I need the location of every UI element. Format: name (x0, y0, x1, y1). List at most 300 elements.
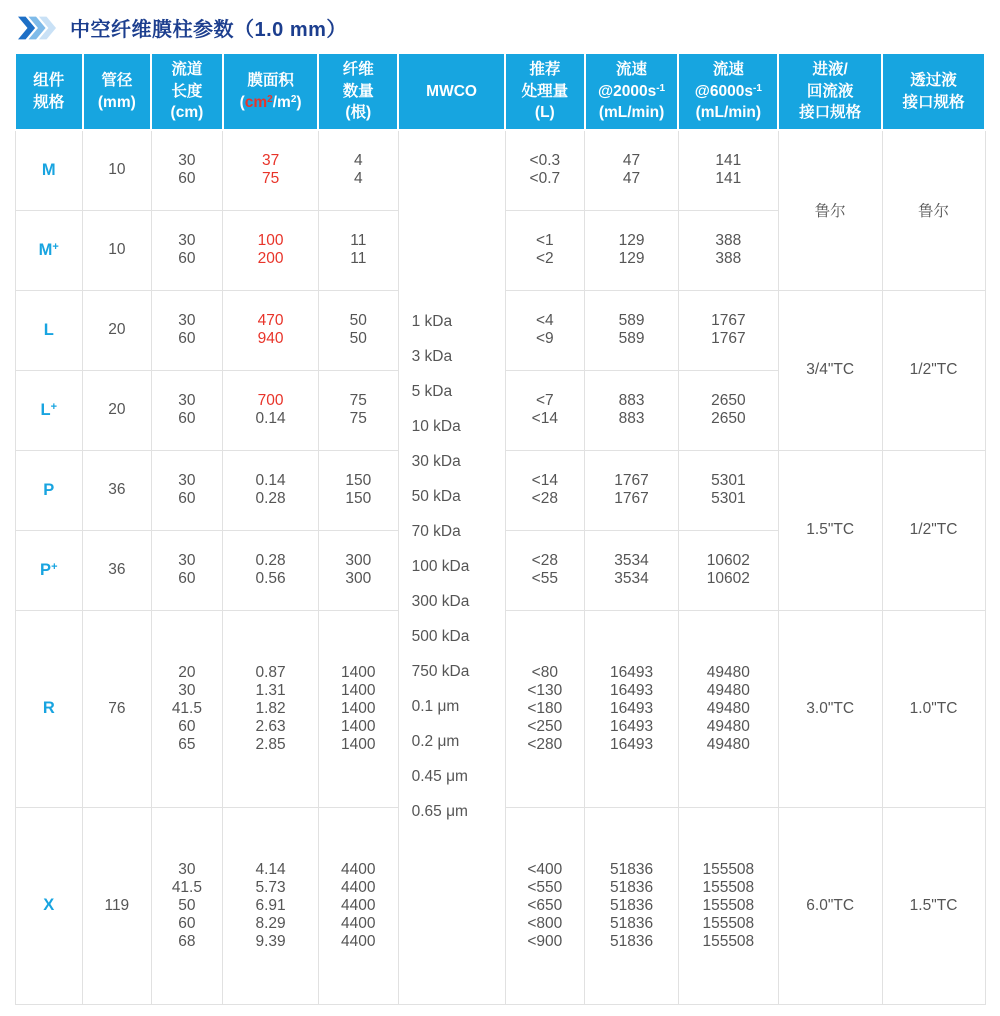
value-line: 589 (618, 312, 645, 329)
flow-2000-stack (585, 664, 678, 754)
membrane-area-stack (223, 861, 318, 951)
cell-membrane-area (223, 290, 319, 370)
value-line: 30 (178, 472, 196, 489)
value-line: <0.7 (529, 170, 561, 188)
cell-mwco (398, 130, 505, 1004)
value-line: 41.5 (171, 878, 202, 896)
value-line: 1.31 (255, 681, 286, 699)
value-line: 4400 (341, 896, 376, 914)
spec-table-header (15, 53, 985, 130)
cell-flow-6000 (678, 290, 778, 370)
cell-component-spec (15, 290, 83, 370)
value-line: 2.85 (255, 735, 286, 753)
value-line: <14 (531, 410, 558, 427)
fiber-count-stack (319, 312, 398, 348)
value-line: 37 (261, 152, 280, 170)
value-line: 30 (178, 552, 196, 569)
header-unit: $(cm^2/m^2)$ (239, 93, 302, 111)
recommended-volume-stack (506, 472, 585, 508)
value-line: 883 (618, 410, 645, 427)
mwco-item: 0.45 μm (411, 768, 468, 786)
value-line: 0.14 (255, 410, 286, 427)
value-line: 49480 (706, 699, 750, 717)
value-line: 51836 (609, 932, 654, 950)
cell-channel-length (151, 130, 223, 210)
cell-membrane-area (223, 370, 319, 450)
value-line: 4400 (341, 878, 376, 896)
cell-flow-2000 (585, 610, 679, 807)
value-line: 16493 (609, 663, 654, 681)
value-line: 1767 (614, 472, 649, 489)
col-header-recommended-volume (505, 53, 585, 130)
channel-length-stack (152, 664, 223, 754)
cell-flow-6000 (678, 370, 778, 450)
value-line: 129 (618, 250, 645, 267)
component-spec-sup: + (50, 400, 58, 413)
cell-permeate-interface: 鲁尔 (882, 130, 985, 290)
value-line: <28 (531, 490, 558, 507)
value-line: 0.14 (255, 472, 286, 489)
cell-membrane-area (223, 807, 319, 1004)
value-line: <800 (527, 914, 563, 932)
component-spec-sup: + (51, 560, 58, 573)
cell-flow-2000 (585, 210, 679, 290)
value-line: 100 (257, 232, 284, 249)
flow-6000-stack (679, 552, 778, 588)
cell-tube-diameter: 76 (83, 610, 152, 807)
value-line: 4 (353, 170, 363, 188)
value-line: 1.82 (255, 699, 286, 717)
component-spec-label: L (40, 400, 51, 419)
value-line: 0.28 (255, 552, 286, 569)
channel-length-stack (152, 552, 223, 588)
value-line: <550 (527, 878, 563, 896)
header-text: 规格 (33, 93, 65, 111)
cell-recommended-volume (505, 210, 585, 290)
cell-fiber-count (318, 290, 398, 370)
cell-channel-length (151, 370, 223, 450)
value-line: 30 (178, 681, 196, 699)
cell-membrane-area (223, 450, 319, 530)
col-header-flow-6000 (678, 53, 778, 130)
cell-flow-2000 (585, 370, 679, 450)
value-line: 5.73 (255, 878, 286, 896)
cell-tube-diameter: 20 (83, 290, 152, 370)
header-row (15, 53, 985, 130)
value-line: 940 (257, 330, 284, 347)
value-line: 129 (618, 232, 645, 249)
cell-inlet-interface: 6.0"TC (778, 807, 882, 1004)
value-line: 300 (345, 552, 372, 569)
value-line: 51836 (609, 860, 654, 878)
value-line: 2650 (711, 392, 746, 409)
value-line: 388 (715, 250, 742, 267)
component-spec-label: P (43, 480, 55, 499)
value-line: 155508 (702, 932, 755, 950)
flow-2000-stack (585, 312, 678, 348)
header-text: 处理量 (521, 82, 569, 100)
value-line: 883 (618, 392, 645, 409)
mwco-item: 30 kDa (411, 453, 461, 471)
cell-component-spec (15, 807, 83, 1004)
cell-permeate-interface: 1.0"TC (882, 610, 985, 807)
cell-flow-6000 (678, 450, 778, 530)
mwco-item: 750 kDa (411, 663, 470, 681)
fiber-count-stack (319, 664, 398, 754)
value-line: 141 (715, 152, 742, 170)
value-line: 60 (178, 170, 196, 188)
cell-membrane-area (223, 530, 319, 610)
channel-length-stack (152, 861, 223, 951)
cell-inlet-interface: 3/4"TC (778, 290, 882, 450)
cell-flow-2000 (585, 450, 679, 530)
flow-6000-stack (679, 392, 778, 428)
double-chevron-right-icon (18, 16, 56, 40)
value-line: <55 (531, 570, 558, 587)
component-spec-label: L (43, 320, 54, 339)
membrane-area-stack (223, 472, 318, 508)
cell-membrane-area (223, 210, 319, 290)
cell-fiber-count (318, 807, 398, 1004)
value-line: 30 (178, 860, 196, 878)
value-line: 50 (178, 896, 196, 914)
cell-fiber-count (318, 450, 398, 530)
cell-fiber-count (318, 610, 398, 807)
cell-recommended-volume (505, 290, 585, 370)
cell-flow-2000 (585, 130, 679, 210)
value-line: 50 (349, 312, 367, 329)
value-line: <250 (527, 717, 563, 735)
fiber-count-stack (319, 152, 398, 188)
value-line: 60 (178, 914, 196, 932)
value-line: 51836 (609, 878, 654, 896)
flow-2000-stack (585, 472, 678, 508)
flow-2000-stack (585, 861, 678, 951)
value-line: 11 (350, 250, 367, 267)
cell-flow-2000 (585, 290, 679, 370)
flow-6000-stack (679, 312, 778, 348)
value-line: <14 (531, 472, 558, 489)
recommended-volume-stack (506, 312, 585, 348)
cell-tube-diameter: 10 (83, 130, 152, 210)
spec-table-body (15, 130, 985, 1004)
value-line: 60 (178, 490, 196, 507)
cell-flow-2000 (585, 807, 679, 1004)
value-line: 75 (349, 410, 367, 427)
value-line: 30 (178, 152, 196, 170)
value-line: 75 (261, 170, 280, 188)
cell-component-spec (15, 530, 83, 610)
col-header-membrane-area (223, 53, 319, 130)
title-row (0, 0, 1000, 50)
col-header-inlet-interface (778, 53, 882, 130)
channel-length-stack (152, 392, 223, 428)
value-line: 1400 (341, 663, 376, 681)
value-line: 1767 (711, 312, 746, 329)
value-line: 5301 (711, 472, 746, 489)
value-line: <28 (531, 552, 558, 569)
value-line: 1400 (341, 681, 376, 699)
cell-channel-length (151, 530, 223, 610)
value-line: 0.56 (255, 570, 286, 587)
value-line: 155508 (702, 878, 755, 896)
fiber-count-stack (319, 472, 398, 508)
header-text: (mL/min) (695, 104, 762, 122)
value-line: <400 (527, 860, 563, 878)
value-line: 4.14 (255, 860, 286, 878)
value-line: 1767 (711, 330, 746, 347)
cell-permeate-interface: 1/2"TC (882, 450, 985, 610)
header-text: 数量 (342, 82, 374, 100)
spec-table (14, 52, 986, 1005)
recommended-volume-stack (506, 152, 585, 188)
value-line: 4400 (341, 860, 376, 878)
membrane-area-stack (223, 232, 318, 268)
header-text: 透过液 (910, 71, 957, 89)
cell-flow-2000 (585, 530, 679, 610)
cell-recommended-volume (505, 530, 585, 610)
value-line: 155508 (702, 860, 755, 878)
membrane-area-stack (223, 152, 318, 188)
mwco-item: 500 kDa (411, 628, 470, 646)
mwco-item: 1 kDa (411, 313, 453, 331)
value-line: 47 (622, 170, 641, 188)
value-line: <1 (535, 232, 554, 249)
cell-permeate-interface: 1/2"TC (882, 290, 985, 450)
header-text: 长度 (171, 82, 203, 100)
cell-fiber-count (318, 210, 398, 290)
flow-6000-stack (679, 152, 778, 188)
table-row-group-M (15, 130, 985, 210)
recommended-volume-stack (506, 392, 585, 428)
value-line: <7 (535, 392, 554, 409)
value-line: 4400 (341, 932, 376, 950)
cell-tube-diameter: 10 (83, 210, 152, 290)
cell-flow-6000 (678, 530, 778, 610)
fiber-count-stack (319, 232, 398, 268)
membrane-area-stack (223, 552, 318, 588)
cell-component-spec (15, 370, 83, 450)
header-text: $@6000s^{-1}$ (694, 82, 762, 100)
header-text: 接口规格 (902, 93, 965, 111)
cell-inlet-interface: 1.5"TC (778, 450, 882, 610)
component-spec-sup: + (52, 240, 59, 253)
value-line: 60 (178, 330, 196, 347)
value-line: <130 (527, 681, 563, 699)
recommended-volume-stack (506, 861, 585, 951)
cell-tube-diameter: 36 (83, 530, 152, 610)
value-line: 11 (350, 232, 367, 249)
header-text: (根) (345, 104, 372, 122)
cell-fiber-count (318, 130, 398, 210)
col-header-permeate-interface (882, 53, 985, 130)
cell-channel-length (151, 290, 223, 370)
value-line: 68 (178, 932, 196, 950)
component-spec-label: M (38, 240, 53, 259)
flow-6000-stack (679, 232, 778, 268)
col-header-channel-length (151, 53, 223, 130)
header-text: 管径 (101, 71, 133, 89)
value-line: 155508 (702, 896, 755, 914)
fiber-count-stack (319, 392, 398, 428)
value-line: 470 (257, 312, 284, 329)
value-line: 16493 (609, 735, 654, 753)
cell-channel-length (151, 210, 223, 290)
cell-component-spec (15, 210, 83, 290)
header-text: 回流液 (806, 82, 854, 100)
value-line: 155508 (702, 914, 755, 932)
header-text: 纤维 (342, 60, 374, 78)
header-text: 流速 (712, 60, 744, 78)
mwco-item: 0.2 μm (411, 733, 460, 751)
channel-length-stack (152, 472, 223, 508)
header-text: 进液/ (812, 60, 848, 78)
value-line: 1400 (341, 717, 376, 735)
header-text: (L) (534, 104, 555, 122)
fiber-count-stack (319, 861, 398, 951)
header-text: 组件 (33, 71, 65, 89)
value-line: 16493 (609, 699, 654, 717)
value-line: 51836 (609, 896, 654, 914)
flow-2000-stack (585, 552, 678, 588)
header-text: $@2000s^{-1}$ (597, 82, 666, 100)
value-line: 49480 (706, 717, 750, 735)
value-line: 60 (178, 717, 196, 735)
cell-flow-6000 (678, 610, 778, 807)
value-line: 30 (178, 232, 196, 249)
value-line: 150 (345, 472, 372, 489)
channel-length-stack (152, 312, 223, 348)
value-line: 65 (178, 735, 196, 753)
mwco-item: 300 kDa (411, 593, 470, 611)
header-text: 流道 (171, 60, 203, 78)
col-header-tube-diameter (83, 53, 152, 130)
component-spec-label: R (42, 699, 55, 717)
value-line: 200 (257, 250, 284, 267)
value-line: 49480 (706, 663, 750, 681)
value-line: 60 (178, 410, 196, 427)
header-text: MWCO (426, 82, 477, 100)
mwco-list (399, 305, 505, 830)
cell-channel-length (151, 610, 223, 807)
value-line: <9 (535, 330, 554, 347)
value-line: 30 (178, 312, 196, 329)
fiber-count-stack (319, 552, 398, 588)
mwco-item: 0.1 μm (411, 698, 460, 716)
value-line: 10602 (706, 552, 750, 569)
value-line: 60 (178, 250, 196, 267)
value-line: 75 (349, 392, 367, 409)
value-line: <4 (535, 312, 554, 329)
mwco-item: 100 kDa (411, 558, 470, 576)
value-line: 10602 (706, 570, 750, 587)
value-line: 60 (178, 570, 196, 587)
value-line: 49480 (706, 735, 750, 753)
value-line: 6.91 (255, 896, 286, 914)
membrane-area-stack (223, 312, 318, 348)
cell-tube-diameter: 20 (83, 370, 152, 450)
cell-inlet-interface: 鲁尔 (778, 130, 882, 290)
cell-recommended-volume (505, 450, 585, 530)
value-line: 141 (715, 170, 742, 188)
value-line: 700 (257, 392, 284, 409)
col-header-fiber-count (318, 53, 398, 130)
value-line: 20 (178, 663, 196, 681)
value-line: 1400 (341, 735, 376, 753)
col-header-flow-2000 (585, 53, 679, 130)
value-line: 4 (353, 152, 363, 170)
flow-6000-stack (679, 861, 778, 951)
component-spec-label: P (40, 560, 52, 579)
cell-membrane-area (223, 610, 319, 807)
value-line: 41.5 (171, 699, 202, 717)
flow-6000-stack (679, 664, 778, 754)
flow-2000-stack (585, 152, 678, 188)
value-line: <80 (531, 663, 558, 681)
cell-permeate-interface: 1.5"TC (882, 807, 985, 1004)
cell-flow-6000 (678, 210, 778, 290)
header-text: (cm) (170, 104, 204, 122)
recommended-volume-stack (506, 664, 585, 754)
value-line: <2 (535, 250, 554, 267)
value-line: 589 (618, 330, 645, 347)
component-spec-label: X (43, 896, 55, 914)
cell-recommended-volume (505, 610, 585, 807)
cell-recommended-volume (505, 370, 585, 450)
mwco-item: 10 kDa (411, 418, 461, 436)
header-text: (mm) (97, 93, 136, 111)
value-line: 1767 (614, 490, 649, 507)
col-header-mwco (398, 53, 505, 130)
cell-component-spec (15, 130, 83, 210)
cell-recommended-volume (505, 807, 585, 1004)
value-line: 4400 (341, 914, 376, 932)
mwco-item: 3 kDa (411, 348, 453, 366)
value-line: 2650 (711, 410, 746, 427)
value-line: 2.63 (255, 717, 286, 735)
membrane-area-stack (223, 392, 318, 428)
col-header-component-spec (15, 53, 83, 130)
flow-6000-stack (679, 472, 778, 508)
value-line: <180 (527, 699, 563, 717)
cell-tube-diameter: 36 (83, 450, 152, 530)
recommended-volume-stack (506, 552, 585, 588)
mwco-item: 0.65 μm (411, 803, 468, 821)
cell-component-spec (15, 610, 83, 807)
header-text: (mL/min) (598, 104, 665, 122)
value-line: 388 (715, 232, 742, 249)
mwco-item: 70 kDa (411, 523, 461, 541)
cell-inlet-interface: 3.0"TC (778, 610, 882, 807)
header-text: 流速 (616, 60, 648, 78)
membrane-area-stack (223, 664, 318, 754)
header-text: 接口规格 (799, 104, 862, 122)
value-line: <900 (527, 932, 563, 950)
value-line: 47 (622, 152, 641, 170)
value-line: 0.28 (255, 490, 286, 507)
value-line: 3534 (614, 570, 649, 587)
cell-fiber-count (318, 530, 398, 610)
value-line: <650 (527, 896, 563, 914)
value-line: 150 (345, 490, 372, 507)
recommended-volume-stack (506, 232, 585, 268)
cell-flow-6000 (678, 807, 778, 1004)
value-line: 3534 (614, 552, 649, 569)
channel-length-stack (152, 232, 223, 268)
cell-channel-length (151, 450, 223, 530)
cell-flow-6000 (678, 130, 778, 210)
value-line: 9.39 (255, 932, 286, 950)
